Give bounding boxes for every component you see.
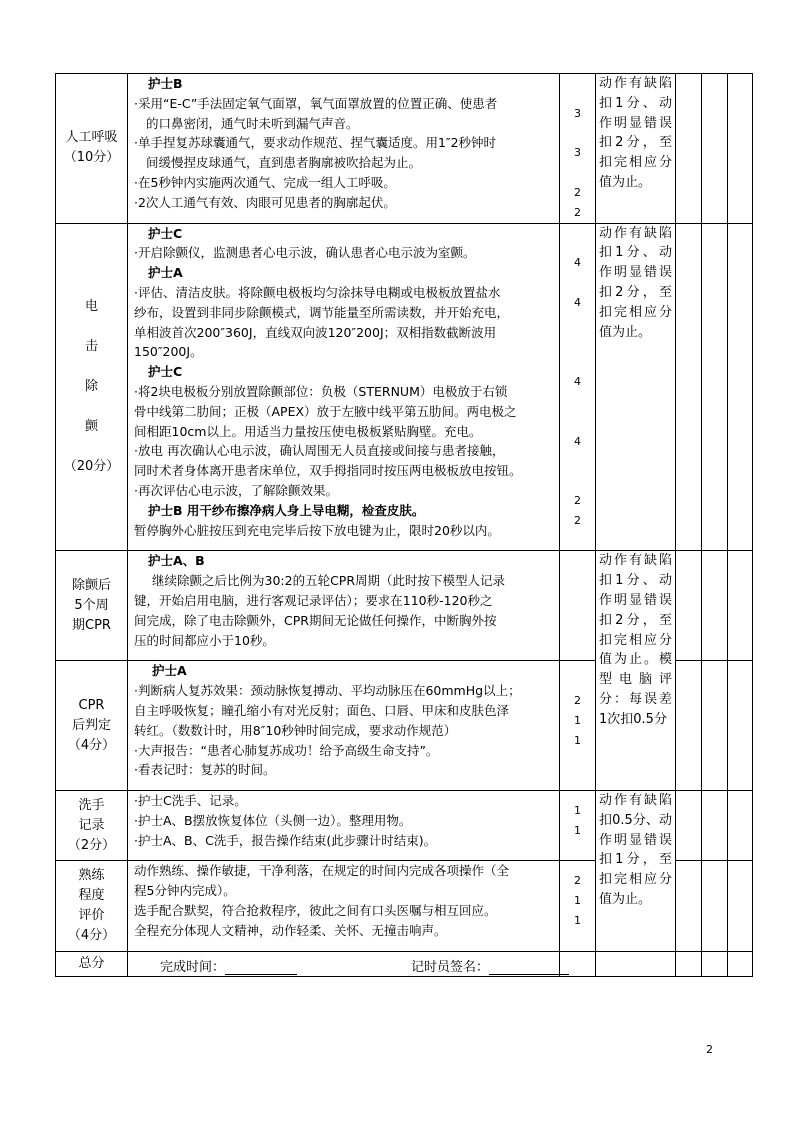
- total-cell[interactable]: [702, 951, 728, 976]
- category-label: 5个周: [74, 597, 109, 613]
- content-line: ·采用“E-C”手法固定氧气面罩，氧气面罩放置的位置正确、使患者: [134, 95, 498, 111]
- content-cell: [128, 223, 560, 551]
- deduction-cell: 动作有缺陷扣1分、动作明显错误扣2分，至扣完相应分值为止。: [596, 223, 676, 551]
- points-value: [560, 621, 595, 641]
- table-row: [56, 791, 753, 861]
- points-cell: [560, 861, 596, 951]
- content-line: 护士A: [152, 663, 187, 679]
- content-line: 全程充分体现人文精神，动作轻柔、关怀、无撞击响声。: [134, 922, 447, 938]
- points-value: [560, 751, 595, 771]
- content-line: ·判断病人复苏效果：颈动脉恢复搏动、平均动脉压在60mmHg以上；: [134, 683, 521, 699]
- points-value: 2: [574, 513, 581, 527]
- total-cell[interactable]: [676, 951, 702, 976]
- content-line: 护士A: [148, 265, 183, 281]
- content-line: ·再次评估心电示波，了解除颤效果。: [134, 482, 338, 498]
- points-value: [560, 641, 595, 661]
- category-label: 记录: [78, 817, 105, 833]
- content-line: ·2次人工通气有效、肉眼可见患者的胸廓起伏。: [134, 194, 396, 210]
- content-line: ·开启除颤仪，监测患者心电示波，确认患者心电示波为室颤。: [134, 245, 476, 261]
- scoring-table: [55, 73, 753, 977]
- category-label: 人工呼吸: [65, 130, 118, 146]
- points-value: 4: [574, 295, 581, 309]
- category-label: （4分）: [67, 928, 116, 944]
- category-label: 击: [84, 338, 98, 354]
- category-cell: [56, 861, 128, 951]
- points-value: [560, 601, 595, 621]
- score-cell[interactable]: [676, 661, 702, 791]
- content-line: ·看表记时：复苏的时间。: [134, 762, 276, 778]
- deduction-cell: 动作有缺陷扣1分、动作明显错误扣2分，至扣完相应分值为止。: [596, 74, 676, 224]
- page-number: 2: [706, 1043, 713, 1056]
- finish-time-label: 完成时间：: [160, 960, 226, 975]
- table-row: [56, 223, 753, 551]
- score-cell[interactable]: [702, 791, 728, 861]
- timer-sign-blank[interactable]: [489, 960, 569, 975]
- points-value: [560, 124, 595, 144]
- points-value: [560, 412, 595, 432]
- content-line: 继续除颤之后比例为30:2的五轮CPR周期（此时按下模型人记录: [152, 573, 506, 589]
- content-line: 程5分钟内完成）。: [134, 883, 236, 899]
- points-value: [560, 841, 595, 861]
- points-value: 2: [574, 205, 581, 219]
- table-row: [56, 74, 753, 224]
- category-label: 熟练: [78, 868, 105, 884]
- content-line: 护士A、B: [148, 553, 205, 569]
- deduction-cell: 动作有缺陷扣1分、动作明显错误扣2分，至扣完相应分值为止。模型电脑评分：每误差1次扣0.5分: [596, 551, 676, 791]
- points-value: [560, 234, 595, 254]
- category-label: （2分）: [67, 837, 116, 853]
- content-line: 150″200J。: [134, 344, 203, 360]
- content-line: 压的时间都应小于10秒。: [134, 632, 275, 648]
- score-cell[interactable]: [728, 661, 753, 791]
- points-value: 2: [574, 493, 581, 507]
- score-cell[interactable]: [702, 661, 728, 791]
- points-value: [560, 471, 595, 491]
- score-cell[interactable]: [728, 861, 753, 951]
- points-value: 2: [574, 185, 581, 199]
- points-value: [560, 671, 595, 691]
- finish-time-field: [160, 956, 297, 975]
- content-line: 键，开始启用电脑，进行客观记录评估）；要求在110秒-120秒之: [134, 592, 493, 608]
- category-cell: [56, 551, 128, 661]
- content-cell: [128, 74, 560, 224]
- category-label: 期CPR: [72, 617, 111, 633]
- category-cell: [56, 223, 128, 551]
- category-cell: [56, 791, 128, 861]
- points-value: 1: [574, 733, 581, 747]
- score-cell[interactable]: [676, 551, 702, 661]
- points-value: [560, 931, 595, 951]
- category-label: （20分）: [63, 458, 120, 474]
- points-value: [560, 561, 595, 581]
- score-cell[interactable]: [676, 861, 702, 951]
- category-label: 洗手: [78, 797, 105, 813]
- timer-sign-label: 记时员签名：: [411, 960, 490, 975]
- content-cell: [128, 791, 560, 861]
- category-label: 程度: [78, 888, 105, 904]
- points-value: 1: [574, 804, 581, 818]
- score-cell[interactable]: [702, 861, 728, 951]
- category-label: 颤: [84, 418, 98, 434]
- content-line: ·大声报告：“患者心肺复苏成功！给予高级生命支持”。: [134, 742, 439, 758]
- points-value: [560, 770, 595, 790]
- total-label: 总分: [56, 951, 128, 976]
- points-value: [560, 313, 595, 333]
- score-cell[interactable]: [702, 223, 728, 551]
- points-cell: [560, 791, 596, 861]
- points-cell: [560, 74, 596, 224]
- score-cell[interactable]: [728, 223, 753, 551]
- category-label: （4分）: [67, 737, 116, 753]
- content-line: ·将2块电极板分别放置除颤部位：负极（STERNUM）电极放于右锁: [134, 383, 508, 399]
- content-line: 护士C: [148, 225, 183, 241]
- points-value: [560, 333, 595, 353]
- total-cell[interactable]: [728, 951, 753, 976]
- score-cell[interactable]: [728, 74, 753, 224]
- content-cell: [128, 661, 560, 791]
- points-value: 4: [574, 375, 581, 389]
- content-line: 的口鼻密闭，通气时未听到漏气声音。: [146, 115, 359, 131]
- points-value: 1: [574, 914, 581, 928]
- content-line: ·护士A、B摆放恢复体位（头侧一边）。整理用物。: [134, 812, 412, 828]
- score-cell[interactable]: [702, 74, 728, 224]
- category-label: 后判定: [71, 717, 111, 733]
- category-label: CPR: [78, 697, 105, 713]
- points-value: [560, 581, 595, 601]
- category-cell: [56, 74, 128, 224]
- content-line: 护士B 用干纱布擦净病人身上导电糊，检查皮肤。: [148, 502, 425, 518]
- category-label: 除: [84, 378, 98, 394]
- points-value: 1: [574, 713, 581, 727]
- points-cell: [560, 551, 596, 661]
- content-line: 护士B: [148, 76, 183, 91]
- points-cell: [560, 661, 596, 791]
- content-cell: [128, 861, 560, 951]
- category-label: 电: [84, 298, 98, 314]
- content-line: ·护士A、B、C洗手，报告操作结束(此步骤计时结束)。: [134, 832, 437, 848]
- score-cell[interactable]: [676, 74, 702, 224]
- content-line: 纱布，设置到非同步除颤模式，调节能量至所需读数，并开始充电，: [134, 304, 510, 320]
- content-line: ·评估、清洁皮肤。将除颤电极板均匀涂抹导电糊或电极板放置盐水: [134, 284, 501, 300]
- timer-sign-field: [411, 956, 569, 975]
- category-label: 除颤后: [71, 577, 111, 593]
- points-cell: [560, 223, 596, 551]
- points-value: 3: [574, 146, 581, 160]
- points-value: [560, 352, 595, 372]
- finish-time-blank[interactable]: [225, 960, 297, 975]
- content-line: 同时术者身体离开患者床单位，双手拇指同时按压两电极板放电按钮。: [134, 463, 522, 479]
- content-line: 选手配合默契，符合抢救程序，彼此之间有口头医嘱与相互回应。: [134, 903, 497, 919]
- content-line: 间相距10cm以上。用适当力量按压使电极板紧贴胸壁。充电。: [134, 423, 482, 439]
- content-line: ·放电 再次确认心电示波，确认周围无人员直接或间接与患者接触，: [134, 443, 505, 459]
- points-value: [560, 273, 595, 293]
- content-line: 间缓慢捏皮球通气，直到患者胸廓被吹拾起为止。: [146, 155, 422, 171]
- category-cell: [56, 661, 128, 791]
- points-value: 1: [574, 894, 581, 908]
- points-value: 3: [574, 106, 581, 120]
- content-line: 单相波首次200″360J，直线双向波120″200J；双相指数截断波用: [134, 324, 497, 340]
- points-value: 2: [574, 874, 581, 888]
- points-value: [560, 392, 595, 412]
- points-value: [560, 531, 595, 551]
- content-line: ·在5秒钟内实施两次通气、完成一组人工呼吸。: [134, 174, 396, 190]
- points-value: 4: [574, 256, 581, 270]
- score-cell[interactable]: [702, 551, 728, 661]
- category-label: （10分）: [63, 150, 120, 166]
- points-value: 2: [574, 694, 581, 708]
- points-value: 1: [574, 823, 581, 837]
- content-line: ·护士C洗手、记录。: [134, 793, 247, 809]
- points-value: [560, 163, 595, 183]
- content-line: 间完成，除了电击除颤外，CPR期间无论做任何操作，中断胸外按: [134, 612, 497, 628]
- content-line: ·单手捏复苏球囊通气，要求动作规范、捏气囊适度。用1″2秒钟时: [134, 135, 497, 151]
- table-row: [56, 551, 753, 661]
- score-cell[interactable]: [676, 223, 702, 551]
- content-line: 骨中线第二肋间；正极（APEX）放于左腋中线平第五肋间。两电极之: [134, 403, 517, 419]
- content-line: 自主呼吸恢复；瞳孔缩小有对光反射；面色、口唇、甲床和皮肤色泽: [134, 702, 510, 718]
- content-line: 转红。（数数计时，用8″10秒钟时间完成，要求动作规范）: [134, 722, 457, 738]
- content-cell: [128, 551, 560, 661]
- score-cell[interactable]: [676, 791, 702, 861]
- content-line: 暂停胸外心脏按压到充电完毕后按下放电键为止，限时20秒以内。: [134, 522, 500, 538]
- points-value: 4: [574, 434, 581, 448]
- score-cell[interactable]: [728, 791, 753, 861]
- points-value: [560, 451, 595, 471]
- points-value: [560, 84, 595, 104]
- score-cell[interactable]: [728, 551, 753, 661]
- deduction-cell: 动作有缺陷扣0.5分、动作明显错误扣1分，至扣完相应分值为止。: [596, 791, 676, 952]
- category-label: 评价: [78, 908, 105, 924]
- content-line: 护士C: [148, 364, 183, 380]
- content-line: 动作熟练、操作敏捷，干净利落，在规定的时间内完成各项操作（全: [134, 863, 510, 879]
- total-cell[interactable]: [596, 951, 676, 976]
